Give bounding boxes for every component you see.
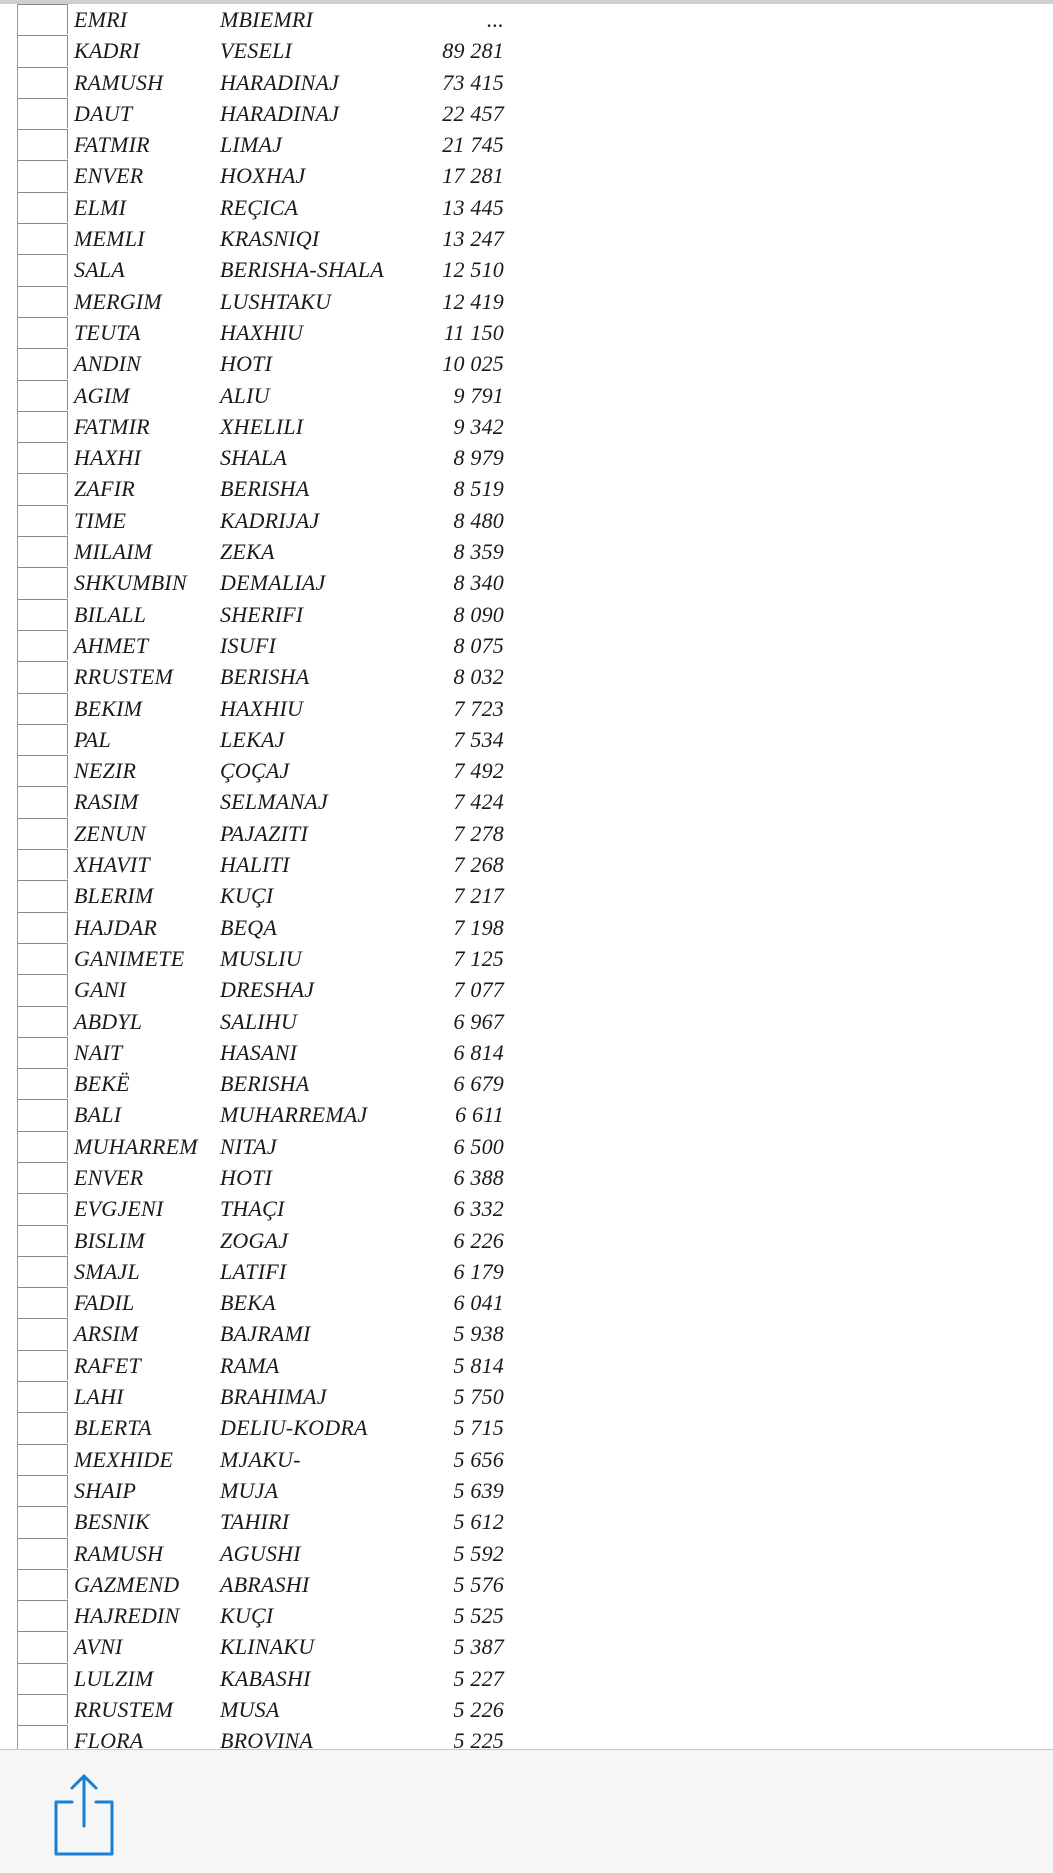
last-name-cell: NITAJ [220,1133,277,1159]
table-row[interactable] [0,974,1053,1005]
last-name-cell: BEKA [220,1290,276,1316]
table-row[interactable] [0,599,1053,630]
first-name-cell: RRUSTEM [74,1697,174,1723]
votes-cell: 6 814 [453,1039,504,1065]
votes-cell: 8 075 [453,632,504,658]
row-checkbox-cell[interactable] [17,1131,68,1161]
first-name-cell: SHAIP [74,1477,137,1503]
votes-cell: 7 125 [453,945,504,971]
first-name-cell: BEKË [74,1071,130,1097]
votes-cell: 11 150 [443,319,504,345]
last-name-cell: KADRIJAJ [220,507,320,533]
last-name-cell: KLINAKU [220,1634,315,1660]
last-name-cell: ZEKA [220,539,275,565]
row-checkbox-cell[interactable] [17,724,68,754]
row-checkbox-cell[interactable] [17,4,68,34]
table-row[interactable] [0,254,1053,285]
share-button[interactable] [46,1772,122,1858]
row-checkbox-cell[interactable] [17,755,68,785]
votes-cell: 21 745 [442,132,504,158]
first-name-cell: DAUT [74,100,133,126]
last-name-cell: MJAKU- [220,1446,301,1472]
first-name-cell: FLORA [74,1728,144,1749]
table-row[interactable] [0,1663,1053,1694]
votes-cell: 5 576 [453,1571,504,1597]
first-name-cell: SMAJL [74,1258,140,1284]
last-name-cell: ZOGAJ [220,1227,289,1253]
header-row [0,4,1053,35]
last-name-cell: BERISHA [220,476,310,502]
first-name-cell: PAL [74,726,111,752]
table-row[interactable] [0,1725,1053,1749]
first-name-cell: GAZMEND [74,1571,180,1597]
votes-cell: 7 278 [453,820,504,846]
votes-cell: 6 332 [453,1196,504,1222]
last-name-cell: BERISHA [220,1071,310,1097]
header-first-name: EMRI [74,7,128,32]
votes-cell: 5 639 [453,1477,504,1503]
last-name-cell: HALITI [220,852,290,878]
votes-cell: 6 179 [453,1258,504,1284]
first-name-cell: GANI [74,977,127,1003]
votes-cell: 13 445 [442,194,504,220]
first-name-cell: NAIT [74,1039,123,1065]
table-row[interactable] [0,505,1053,536]
table-row[interactable] [0,1631,1053,1662]
first-name-cell: RAMUSH [74,69,164,95]
table-row[interactable] [0,1538,1053,1569]
last-name-cell: SALIHU [220,1008,297,1034]
table-row[interactable] [0,380,1053,411]
votes-cell: 7 723 [453,695,504,721]
row-checkbox-cell[interactable] [17,1631,68,1661]
votes-cell: 8 359 [453,539,504,565]
last-name-cell: HARADINAJ [220,100,340,126]
votes-cell: 89 281 [442,38,504,64]
row-checkbox-cell[interactable] [17,943,68,973]
row-checkbox-cell[interactable] [17,567,68,597]
votes-cell: 17 281 [442,163,504,189]
last-name-cell: MUSLIU [220,945,302,971]
row-checkbox-cell[interactable] [17,880,68,910]
votes-cell: 6 041 [453,1290,504,1316]
votes-cell: 8 979 [453,445,504,471]
row-checkbox-cell[interactable] [17,160,68,190]
table-row[interactable] [0,786,1053,817]
table-row[interactable] [0,755,1053,786]
last-name-cell: BERISHA [220,664,310,690]
first-name-cell: SALA [74,257,125,283]
votes-cell: 7 424 [453,789,504,815]
last-name-cell: HARADINAJ [220,69,340,95]
votes-cell: 8 340 [453,570,504,596]
row-checkbox-cell[interactable] [17,1193,68,1223]
first-name-cell: TEUTA [74,319,141,345]
table-row[interactable] [0,1318,1053,1349]
row-checkbox-cell[interactable] [17,1256,68,1286]
votes-cell: 8 032 [453,664,504,690]
first-name-cell: ZENUN [74,820,146,846]
row-checkbox-cell[interactable] [17,1068,68,1098]
row-checkbox-cell[interactable] [17,693,68,723]
votes-cell: 6 679 [453,1071,504,1097]
last-name-cell: BEQA [220,914,278,940]
first-name-cell: RASIM [74,789,139,815]
row-checkbox-cell[interactable] [17,1318,68,1348]
votes-cell: 5 750 [453,1384,504,1410]
sheet-left-border [17,4,18,1749]
first-name-cell: KADRI [74,38,140,64]
first-name-cell: BALI [74,1102,122,1128]
row-checkbox-cell[interactable] [17,599,68,629]
table-row[interactable] [0,1131,1053,1162]
table-row[interactable] [0,1006,1053,1037]
first-name-cell: LAHI [74,1384,124,1410]
table-row[interactable] [0,849,1053,880]
table-rows [0,4,1053,1749]
table-row[interactable] [0,1381,1053,1412]
last-name-cell: HOXHAJ [220,163,306,189]
table-row[interactable] [0,1225,1053,1256]
row-checkbox-cell[interactable] [17,411,68,441]
last-name-cell: DEMALIAJ [220,570,326,596]
first-name-cell: BEKIM [74,695,143,721]
first-name-cell: ABDYL [74,1008,143,1034]
first-name-cell: BESNIK [74,1509,150,1535]
table-row[interactable] [0,317,1053,348]
votes-cell: 5 814 [453,1352,504,1378]
last-name-cell: SHERIFI [220,601,304,627]
row-checkbox-cell[interactable] [17,786,68,816]
last-name-cell: MUJA [220,1477,279,1503]
last-name-cell: KUÇI [220,1603,274,1629]
last-name-cell: SHALA [220,445,287,471]
first-name-cell: HAJDAR [74,914,158,940]
table-row[interactable] [0,943,1053,974]
votes-cell: 12 419 [442,288,504,314]
last-name-cell: PAJAZITI [220,820,308,846]
first-name-cell: AVNI [74,1634,123,1660]
votes-cell: 7 534 [453,726,504,752]
last-name-cell: XHELILI [220,413,304,439]
row-checkbox-cell[interactable] [17,1381,68,1411]
row-checkbox-cell[interactable] [17,1006,68,1036]
row-checkbox-cell[interactable] [17,1663,68,1693]
last-name-cell: LATIFI [220,1258,287,1284]
first-name-cell: AGIM [74,382,130,408]
votes-cell: 7 217 [453,883,504,909]
last-name-cell: RAMA [220,1352,280,1378]
row-checkbox-cell[interactable] [17,348,68,378]
votes-cell: 22 457 [442,100,504,126]
last-name-cell: BROVINA [220,1728,314,1749]
row-checkbox-cell[interactable] [17,98,68,128]
row-checkbox-cell[interactable] [17,1694,68,1724]
first-name-cell: FATMIR [74,132,150,158]
votes-cell: 7 077 [453,977,504,1003]
row-checkbox-cell[interactable] [17,35,68,65]
row-checkbox-cell[interactable] [17,317,68,347]
row-checkbox-cell[interactable] [17,129,68,159]
votes-cell: 5 592 [453,1540,504,1566]
first-name-cell: FADIL [74,1290,135,1316]
last-name-cell: SELMANAJ [220,789,328,815]
header-votes: ... [486,7,504,32]
last-name-cell: KABASHI [220,1665,311,1691]
first-name-cell: FATMIR [74,413,150,439]
first-name-cell: RRUSTEM [74,664,174,690]
last-name-cell: KRASNIQI [220,226,320,252]
table-row[interactable] [0,160,1053,191]
first-name-cell: HAJREDIN [74,1603,180,1629]
row-checkbox-cell[interactable] [17,1412,68,1442]
first-name-cell: NEZIR [74,758,137,784]
row-checkbox-cell[interactable] [17,1287,68,1317]
last-name-cell: LEKAJ [220,726,285,752]
table-row[interactable] [0,567,1053,598]
last-name-cell: VESELI [220,38,293,64]
last-name-cell: THAÇI [220,1196,285,1222]
row-checkbox-cell[interactable] [17,1350,68,1380]
last-name-cell: ABRASHI [220,1571,310,1597]
first-name-cell: MILAIM [74,539,153,565]
first-name-cell: BILALL [74,601,147,627]
votes-cell: 6 226 [453,1227,504,1253]
last-name-cell: DELIU-KODRA [220,1415,368,1441]
votes-cell: 6 611 [455,1102,504,1128]
table-row[interactable] [0,1569,1053,1600]
votes-cell: 8 480 [453,507,504,533]
row-checkbox-cell[interactable] [17,1475,68,1505]
row-checkbox-cell[interactable] [17,661,68,691]
table-row[interactable] [0,912,1053,943]
row-checkbox-cell[interactable] [17,536,68,566]
row-checkbox-cell[interactable] [17,1225,68,1255]
votes-cell: 5 525 [453,1603,504,1629]
table-row[interactable] [0,724,1053,755]
table-row[interactable] [0,129,1053,160]
table-row[interactable] [0,1256,1053,1287]
votes-cell: 7 198 [453,914,504,940]
votes-cell: 13 247 [442,226,504,252]
votes-cell: 5 225 [453,1728,504,1749]
table-row[interactable] [0,536,1053,567]
table-row[interactable] [0,1099,1053,1130]
last-name-cell: ÇOÇAJ [220,758,290,784]
first-name-cell: AHMET [74,632,149,658]
first-name-cell: BLERIM [74,883,154,909]
last-name-cell: LUSHTAKU [220,288,332,314]
last-name-cell: HASANI [220,1039,297,1065]
table-row[interactable] [0,35,1053,66]
last-name-cell: KUÇI [220,883,274,909]
table-row[interactable] [0,223,1053,254]
row-checkbox-cell[interactable] [17,1162,68,1192]
bottom-toolbar [0,1749,1053,1873]
table-row[interactable] [0,442,1053,473]
row-checkbox-cell[interactable] [17,849,68,879]
first-name-cell: ARSIM [74,1321,139,1347]
last-name-cell: AGUSHI [220,1540,301,1566]
votes-cell: 7 268 [453,852,504,878]
row-checkbox-cell[interactable] [17,473,68,503]
table-row[interactable] [0,98,1053,129]
votes-cell: 7 492 [453,758,504,784]
first-name-cell: MERGIM [74,288,162,314]
row-checkbox-cell[interactable] [17,223,68,253]
row-checkbox-cell[interactable] [17,254,68,284]
table-row[interactable] [0,661,1053,692]
table-row[interactable] [0,818,1053,849]
table-row[interactable] [0,1412,1053,1443]
table-row[interactable] [0,1694,1053,1725]
row-checkbox-cell[interactable] [17,442,68,472]
first-name-cell: ANDIN [74,351,141,377]
table-row[interactable] [0,473,1053,504]
table-row[interactable] [0,693,1053,724]
row-checkbox-cell[interactable] [17,1037,68,1067]
votes-cell: 5 612 [453,1509,504,1535]
first-name-cell: XHAVIT [74,852,150,878]
votes-cell: 5 715 [453,1415,504,1441]
votes-cell: 5 226 [453,1697,504,1723]
table-row[interactable] [0,67,1053,98]
votes-cell: 9 791 [453,382,504,408]
last-name-cell: MUHARREMAJ [220,1102,368,1128]
votes-cell: 12 510 [442,257,504,283]
table-row[interactable] [0,880,1053,911]
row-checkbox-cell[interactable] [17,380,68,410]
row-checkbox-cell[interactable] [17,974,68,1004]
row-checkbox-cell[interactable] [17,1600,68,1630]
votes-cell: 8 090 [453,601,504,627]
first-name-cell: ZAFIR [74,476,135,502]
last-name-cell: ALIU [220,382,270,408]
row-checkbox-cell[interactable] [17,192,68,222]
first-name-cell: EVGJENI [74,1196,164,1222]
last-name-cell: REÇICA [220,194,299,220]
table-row[interactable] [0,286,1053,317]
table-row[interactable] [0,1600,1053,1631]
first-name-cell: MEXHIDE [74,1446,174,1472]
votes-cell: 8 519 [453,476,504,502]
table-row[interactable] [0,411,1053,442]
row-checkbox-cell[interactable] [17,1444,68,1474]
first-name-cell: ENVER [74,163,144,189]
last-name-cell: HOTI [220,351,273,377]
votes-cell: 5 938 [453,1321,504,1347]
last-name-cell: TAHIRI [220,1509,290,1535]
row-checkbox-cell[interactable] [17,286,68,316]
row-checkbox-cell[interactable] [17,630,68,660]
first-name-cell: MEMLI [74,226,145,252]
table-row[interactable] [0,192,1053,223]
table-row[interactable] [0,1068,1053,1099]
first-name-cell: MUHARREM [74,1133,198,1159]
row-checkbox-cell[interactable] [17,1538,68,1568]
last-name-cell: BERISHA-SHALA [220,257,384,283]
table-row[interactable] [0,1350,1053,1381]
first-name-cell: HAXHI [74,445,141,471]
votes-cell: 9 342 [453,413,504,439]
votes-cell: 5 227 [453,1665,504,1691]
spreadsheet[interactable] [0,4,1053,1749]
row-checkbox-cell[interactable] [17,818,68,848]
first-name-cell: GANIMETE [74,945,185,971]
last-name-cell: BRAHIMAJ [220,1384,327,1410]
table-row[interactable] [0,1475,1053,1506]
row-checkbox-cell[interactable] [17,67,68,97]
last-name-cell: ISUFI [220,632,276,658]
first-name-cell: TIME [74,507,127,533]
last-name-cell: HAXHIU [220,695,304,721]
row-checkbox-cell[interactable] [17,1099,68,1129]
share-icon [46,1772,122,1858]
header-last-name: MBIEMRI [220,7,314,32]
first-name-cell: RAMUSH [74,1540,164,1566]
last-name-cell: BAJRAMI [220,1321,311,1347]
first-name-cell: LULZIM [74,1665,154,1691]
table-row[interactable] [0,1506,1053,1537]
row-checkbox-cell[interactable] [17,1569,68,1599]
votes-cell: 73 415 [442,69,504,95]
table-row[interactable] [0,1287,1053,1318]
table-row[interactable] [0,1037,1053,1068]
table-row[interactable] [0,1444,1053,1475]
first-name-cell: BISLIM [74,1227,145,1253]
first-name-cell: RAFET [74,1352,141,1378]
row-checkbox-cell[interactable] [17,912,68,942]
first-name-cell: ENVER [74,1164,144,1190]
last-name-cell: MUSA [220,1697,280,1723]
first-name-cell: ELMI [74,194,127,220]
votes-cell: 6 500 [453,1133,504,1159]
votes-cell: 5 656 [453,1446,504,1472]
votes-cell: 6 967 [453,1008,504,1034]
last-name-cell: DRESHAJ [220,977,315,1003]
votes-cell: 10 025 [442,351,504,377]
first-name-cell: BLERTA [74,1415,152,1441]
table-row[interactable] [0,348,1053,379]
last-name-cell: HOTI [220,1164,273,1190]
votes-cell: 5 387 [453,1634,504,1660]
table-row[interactable] [0,1193,1053,1224]
row-checkbox-cell[interactable] [17,1506,68,1536]
last-name-cell: LIMAJ [220,132,283,158]
first-name-cell: SHKUMBIN [74,570,187,596]
row-checkbox-cell[interactable] [17,1725,68,1749]
table-row[interactable] [0,1162,1053,1193]
votes-cell: 6 388 [453,1164,504,1190]
table-row[interactable] [0,630,1053,661]
row-checkbox-cell[interactable] [17,505,68,535]
last-name-cell: HAXHIU [220,319,304,345]
